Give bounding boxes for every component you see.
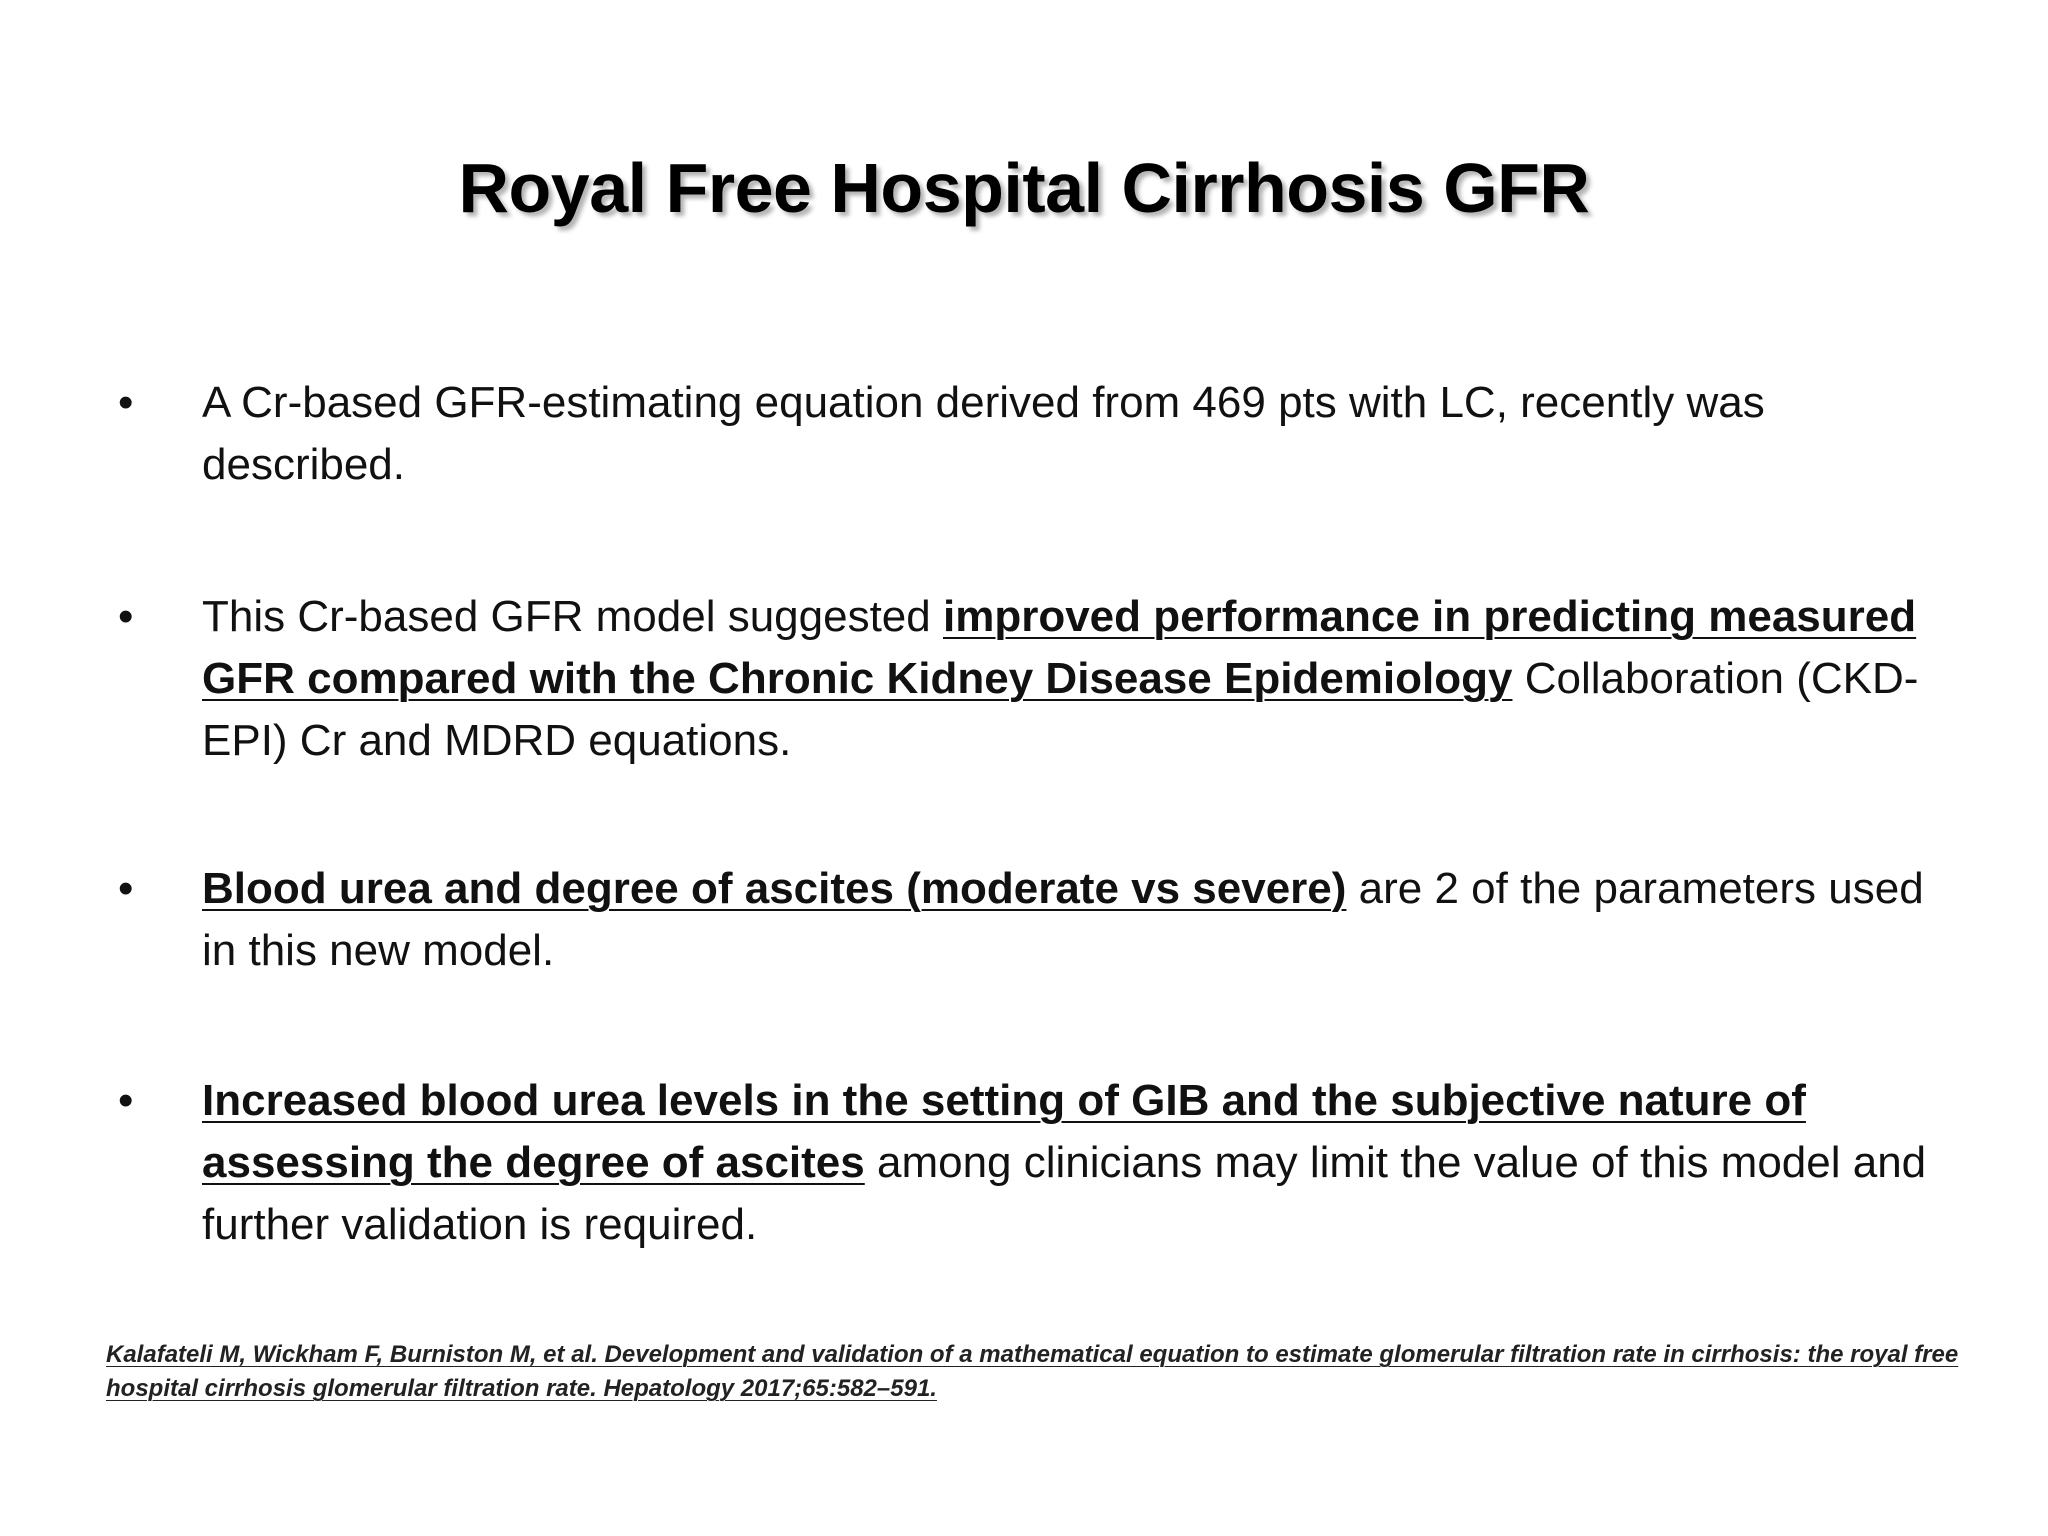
bullet-plain-text: Collaboration (CKD-EPI) Cr and MDRD equations. bbox=[202, 654, 1919, 765]
bullet-item bbox=[118, 372, 1938, 496]
bullet-marker: • bbox=[118, 864, 134, 913]
bullet-text bbox=[202, 372, 1938, 496]
bullet-text bbox=[202, 858, 1938, 982]
bullet-text bbox=[202, 1070, 1938, 1256]
bullet-item bbox=[118, 1070, 1938, 1256]
bullet-emphasis-text: Increased blood urea levels in the setting of GIB and the subjective nature of assessing the degree of ascites bbox=[202, 1076, 1806, 1187]
bullet-item bbox=[118, 586, 1938, 772]
bullet-plain-text: A Cr-based GFR-estimating equation derived from 469 pts with LC, recently was described. bbox=[202, 378, 1765, 489]
bullet-plain-text: This Cr-based GFR model suggested bbox=[202, 592, 943, 641]
bullet-marker: • bbox=[118, 592, 134, 641]
bullet-item bbox=[118, 858, 1938, 982]
bullet-marker: • bbox=[118, 1076, 134, 1125]
reference-citation: Kalafateli M, Wickham F, Burniston M, et al. Development and validation of a mathematical equation to estimate glomerular filtration rate in cirrhosis: the royal free hospital cirrhosis glomerular filtration rate. Hepatology 2017;65:582–591. bbox=[106, 1341, 1959, 1402]
bullet-emphasis-text: improved performance in predicting measured GFR compared with the Chronic Kidney Disease Epidemiology bbox=[202, 592, 1917, 703]
bullet-emphasis-text: Blood urea and degree of ascites (moderate vs severe) bbox=[202, 864, 1347, 913]
bullet-plain-text: are 2 of the parameters used in this new model. bbox=[202, 864, 1924, 975]
bullet-text bbox=[202, 586, 1938, 772]
bullet-marker: • bbox=[118, 378, 134, 427]
slide-title: Royal Free Hospital Cirrhosis GFR bbox=[458, 149, 1590, 227]
bullet-plain-text: among clinicians may limit the value of this model and further validation is required. bbox=[202, 1138, 1927, 1249]
